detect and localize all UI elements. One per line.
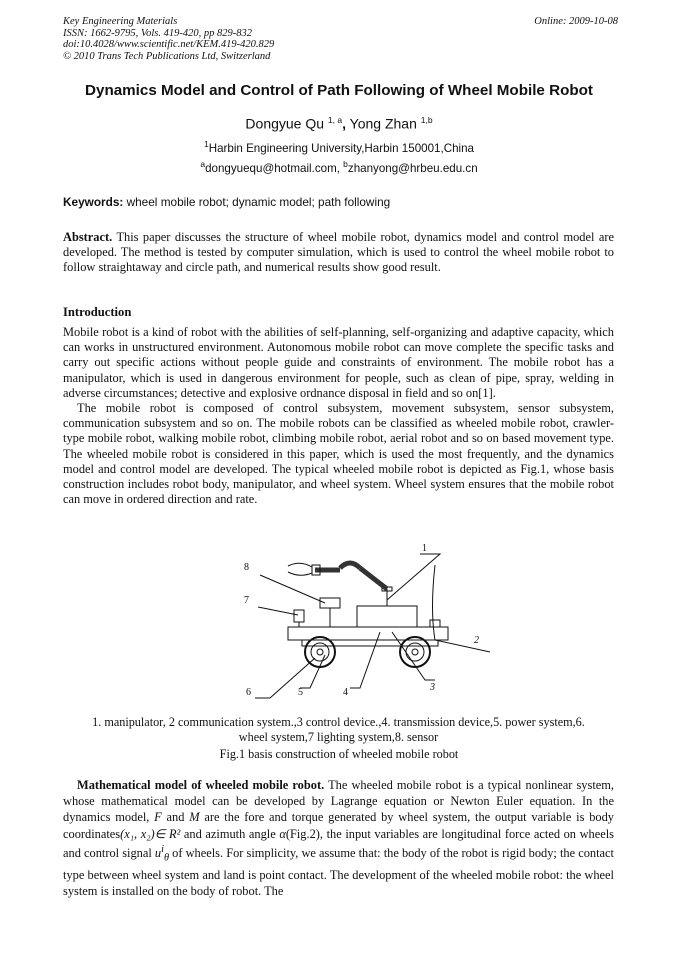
affiliation-text: Harbin Engineering University,Harbin 150001,China [208, 141, 475, 155]
legend-line-1: 1. manipulator, 2 communication system.,3 control device.,4. transmission device,5. power system,6. [92, 715, 585, 729]
author-1: Dongyue Qu [245, 115, 325, 132]
introduction-heading: Introduction [63, 305, 132, 319]
label-6: 6 [246, 687, 251, 698]
affiliation [0, 139, 678, 155]
math-coords: (x₁, x₂)∈ R² [120, 826, 181, 841]
leader-6 [255, 658, 315, 698]
label-5: 5 [298, 687, 303, 698]
keywords-text: wheel mobile robot; dynamic model; path following [123, 195, 391, 209]
math-text-6: of wheels. For simplicity, we assume that: the body of the robot is rigid body; the contact type between wheel system and land is point contact. The development of the wheeled mobile robot: the wheel system is installed on the body of robot. The [63, 845, 614, 898]
abstract-label: Abstract. [63, 230, 113, 244]
robot-body [288, 627, 448, 640]
label-4: 4 [343, 687, 348, 698]
wheel-right [400, 637, 430, 667]
intro-paragraph-2: The mobile robot is composed of control subsystem, movement subsystem, sensor subsystem, communication subsystem and so on. The mobile robots can be classified as wheeled mobile robot, crawler-type mobile robot, walking mobile robot, climbing mobile robot, aerial robot and so on based movement type. The wheeled mobile robot is considered in this paper, which is used the most frequently, and the dynamics model and control model are developed. The typical wheeled mobile robot is depicted as Fig.1, whose basis construction includes robot body, manipulator, and wheel system. Wheel system ensures that the mobile robot can move in ordered direction and rate. [63, 401, 614, 507]
wheel-right-axle [412, 649, 418, 655]
doi-line: doi:10.4028/www.scientific.net/KEM.419-420.829 [63, 39, 275, 50]
figure-caption: Fig.1 basis construction of wheeled mobile robot [219, 747, 459, 761]
leader-7 [258, 607, 298, 615]
abstract [63, 230, 614, 276]
journal-name: Key Engineering Materials [63, 16, 178, 27]
leader-1 [387, 554, 440, 600]
math-u-sub: θ [163, 852, 170, 864]
math-control-signal [154, 843, 170, 864]
robot-figure [230, 540, 500, 705]
legend-line-2: wheel system,7 lighting system,8. sensor [238, 730, 439, 744]
author-2: Yong Zhan [349, 115, 417, 132]
math-text-5: (Fig.2), the input variables are longitudinal force acted on wheels and control signal [63, 826, 614, 860]
antenna-box [430, 620, 440, 627]
math-u-sup: i [161, 843, 164, 855]
math-text-3: are the fore and torque generated by wheel system, the output variable is body coordinates [63, 810, 614, 841]
journal-header [63, 16, 274, 62]
affiliation-sup: 1 [203, 139, 209, 149]
introduction-body [63, 325, 614, 507]
sensor [320, 598, 340, 608]
math-M: M [189, 810, 200, 825]
author-line: Dongyue Qu $^{1, a}$, Yong Zhan $^{1,b}$ [245, 115, 433, 132]
math-F: F [154, 810, 162, 825]
math-model-section [63, 777, 614, 899]
copyright-line: © 2010 Trans Tech Publications Ltd, Switzerland [63, 50, 271, 62]
math-text-2: and [161, 810, 190, 825]
math-text-4: and azimuth angle [180, 826, 280, 841]
label-8: 8 [244, 562, 249, 573]
leader-2 [433, 565, 491, 652]
math-heading: Mathematical model of wheeled mobile robot. [77, 778, 325, 792]
wheel-left-axle [317, 649, 323, 655]
math-alpha: α [279, 826, 286, 841]
label-3: 3 [430, 682, 435, 693]
label-2: 2 [474, 635, 479, 646]
label-7: 7 [244, 595, 249, 606]
online-date: Online: 2009-10-08 [534, 16, 618, 27]
author-2-sup: 1,b [420, 115, 433, 125]
manipulator-arm-lower [360, 568, 387, 589]
figure-legend [63, 715, 614, 745]
emails [0, 159, 678, 175]
email-a: dongyuequ@hotmail.com, [205, 161, 344, 175]
math-text-1: The wheeled mobile robot is a typical nonlinear system, whose mathematical model can be developed by Lagrange equation or Newton Euler equation. In the dynamics model, [63, 778, 614, 825]
keywords-label: Keywords: [63, 195, 124, 209]
control-box [357, 606, 417, 627]
label-1: 1 [422, 543, 427, 554]
email-b-sup: b [343, 159, 348, 169]
author-1-sup: 1, a [327, 115, 343, 125]
intro-paragraph-1: Mobile robot is a kind of robot with the abilities of self-planning, self-organizing and adaptive capacity, which can works in unstructured environment. Autonomous mobile robot can move complete the specific tasks and carry out specific actions without people guide and constraints of environment. The mobile robot has a manipulator, which is used in dangerous environment for people, such as clean of pipe, spray, welding in adverse circumstances; detective and explosive ordnance disposal in field and so on[1]. [63, 325, 614, 400]
issn-line: ISSN: 1662-9795, Vols. 419-420, pp 829-832 [63, 27, 252, 39]
light [294, 610, 304, 622]
email-b: zhanyong@hrbeu.edu.cn [347, 161, 478, 175]
paper-title: Dynamics Model and Control of Path Following of Wheel Mobile Robot [85, 82, 593, 99]
gripper [288, 563, 312, 575]
keywords [63, 195, 390, 209]
math-u: u [154, 845, 162, 860]
email-a-sup: a [200, 159, 206, 169]
leader-8 [260, 575, 325, 603]
manipulator-arm-elbow [340, 563, 360, 568]
abstract-text: This paper discusses the structure of wheel mobile robot, dynamics model and control model are developed. The method is tested by computer simulation, which is used to control the wheel mobile robot to follow straightaway and circle path, and numerical results show good result. [63, 230, 614, 275]
